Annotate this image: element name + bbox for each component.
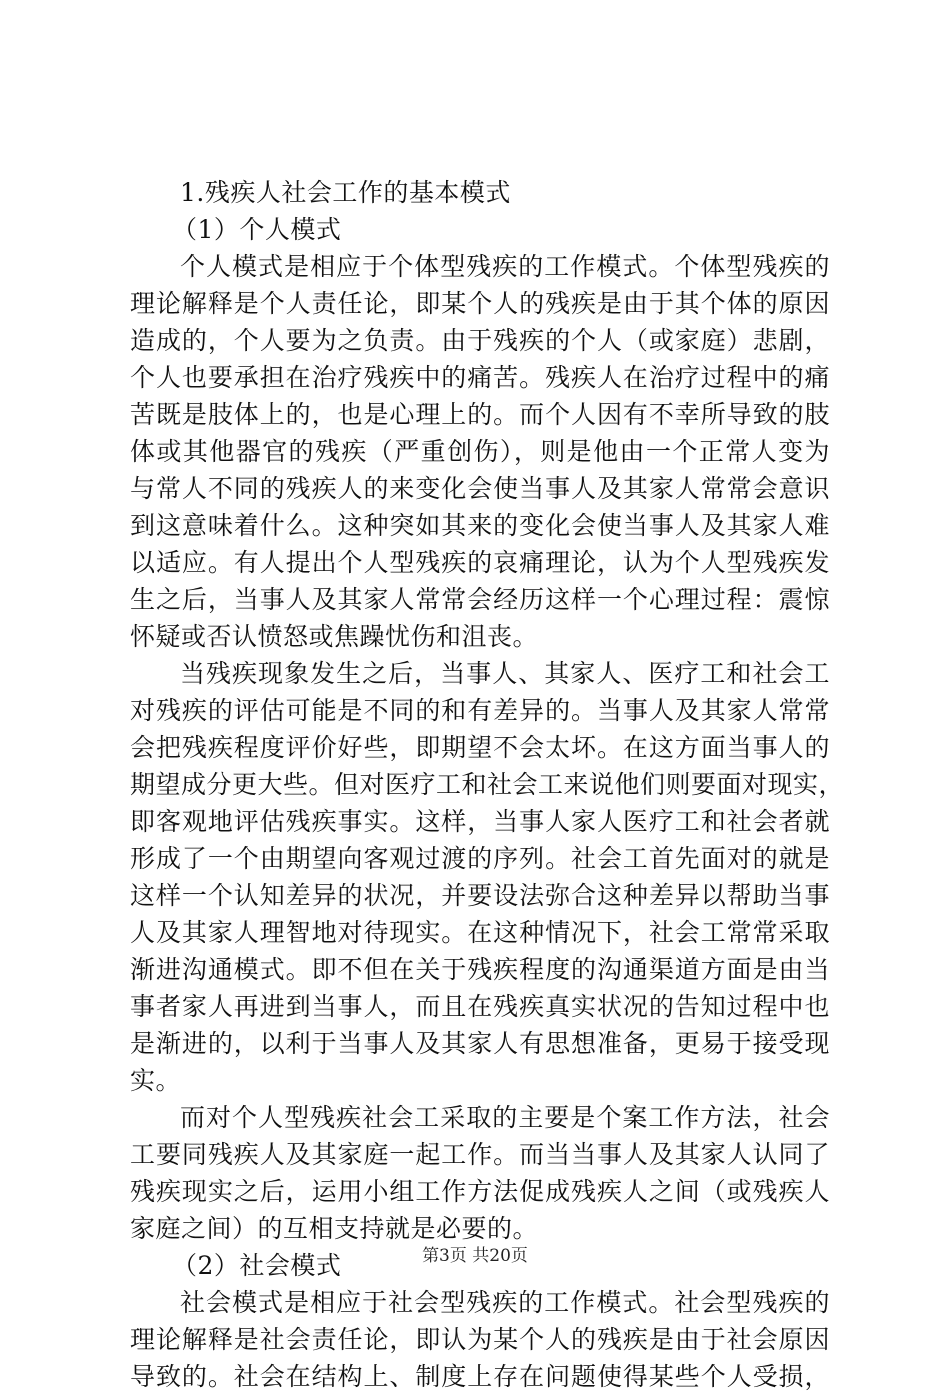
- paragraph-line: 对残疾的评估可能是不同的和有差异的。当事人及其家人常常: [130, 696, 830, 725]
- paragraph-line: 理论解释是社会责任论，即认为某个人的残疾是由于社会原因: [130, 1325, 830, 1354]
- page-number-footer: 第3页 共20页: [422, 1246, 528, 1266]
- subsection-heading-social-model: （2）社会模式: [172, 1251, 342, 1280]
- section-heading: 1.残疾人社会工作的基本模式: [180, 178, 511, 207]
- paragraph-line: 理论解释是个人责任论，即某个人的残疾是由于其个体的原因: [130, 289, 830, 318]
- paragraph-line: 期望成分更大些。但对医疗工和社会工来说他们则要面对现实，: [130, 770, 845, 799]
- paragraph-line: 这样一个认知差异的状况，并要设法弥合这种差异以帮助当事: [130, 881, 830, 910]
- paragraph-line: 导致的。社会在结构上、制度上存在问题使得某些个人受损，: [130, 1362, 830, 1391]
- paragraph-line: 生之后，当事人及其家人常常会经历这样一个心理过程：震惊: [130, 585, 830, 614]
- paragraph-line: 即客观地评估残疾事实。这样，当事人家人医疗工和社会者就: [130, 807, 830, 836]
- document-body: [130, 174, 845, 1395]
- paragraph-social-model: [130, 1284, 830, 1395]
- paragraph-line: 实。: [130, 1066, 182, 1095]
- paragraph-line: 苦既是肢体上的，也是心理上的。而个人因有不幸所导致的肢: [130, 400, 830, 429]
- paragraph-line: 造成的，个人要为之负责。由于残疾的个人（或家庭）悲剧，: [130, 326, 830, 355]
- paragraph-line: 是渐进的，以利于当事人及其家人有思想准备，更易于接受现: [130, 1029, 830, 1058]
- paragraph-line: 渐进沟通模式。即不但在关于残疾程度的沟通渠道方面是由当: [130, 955, 830, 984]
- paragraph-line: 社会模式是相应于社会型残疾的工作模式。社会型残疾的: [180, 1288, 830, 1317]
- paragraph-line: 事者家人再进到当事人，而且在残疾真实状况的告知过程中也: [130, 992, 830, 1021]
- paragraph-personal-model: [130, 248, 830, 655]
- paragraph-assessment: [130, 655, 845, 1099]
- paragraph-casework: [130, 1099, 830, 1247]
- paragraph-line: 个人模式是相应于个体型残疾的工作模式。个体型残疾的: [180, 252, 830, 281]
- paragraph-line: 家庭之间）的互相支持就是必要的。: [130, 1214, 539, 1243]
- paragraph-line: 残疾现实之后，运用小组工作方法促成残疾人之间（或残疾人: [130, 1177, 830, 1206]
- paragraph-line: 当残疾现象发生之后，当事人、其家人、医疗工和社会工: [180, 659, 830, 688]
- paragraph-line: 怀疑或否认愤怒或焦躁忧伤和沮丧。: [130, 622, 539, 651]
- paragraph-line: 工要同残疾人及其家庭一起工作。而当当事人及其家人认同了: [130, 1140, 830, 1169]
- paragraph-line: 个人也要承担在治疗残疾中的痛苦。残疾人在治疗过程中的痛: [130, 363, 830, 392]
- subsection-heading-personal-model: （1）个人模式: [172, 215, 342, 244]
- paragraph-line: 人及其家人理智地对待现实。在这种情况下，社会工常常采取: [130, 918, 830, 947]
- paragraph-line: 到这意味着什么。这种突如其来的变化会使当事人及其家人难: [130, 511, 830, 540]
- paragraph-line: 会把残疾程度评价好些，即期望不会太坏。在这方面当事人的: [130, 733, 830, 762]
- paragraph-line: 形成了一个由期望向客观过渡的序列。社会工首先面对的就是: [130, 844, 830, 873]
- paragraph-line: 以适应。有人提出个人型残疾的哀痛理论，认为个人型残疾发: [130, 548, 830, 577]
- paragraph-line: 体或其他器官的残疾（严重创伤），则是他由一个正常人变为: [130, 437, 830, 466]
- paragraph-line: 与常人不同的残疾人的来变化会使当事人及其家人常常会意识: [130, 474, 830, 503]
- paragraph-line: 而对个人型残疾社会工采取的主要是个案工作方法，社会: [180, 1103, 830, 1132]
